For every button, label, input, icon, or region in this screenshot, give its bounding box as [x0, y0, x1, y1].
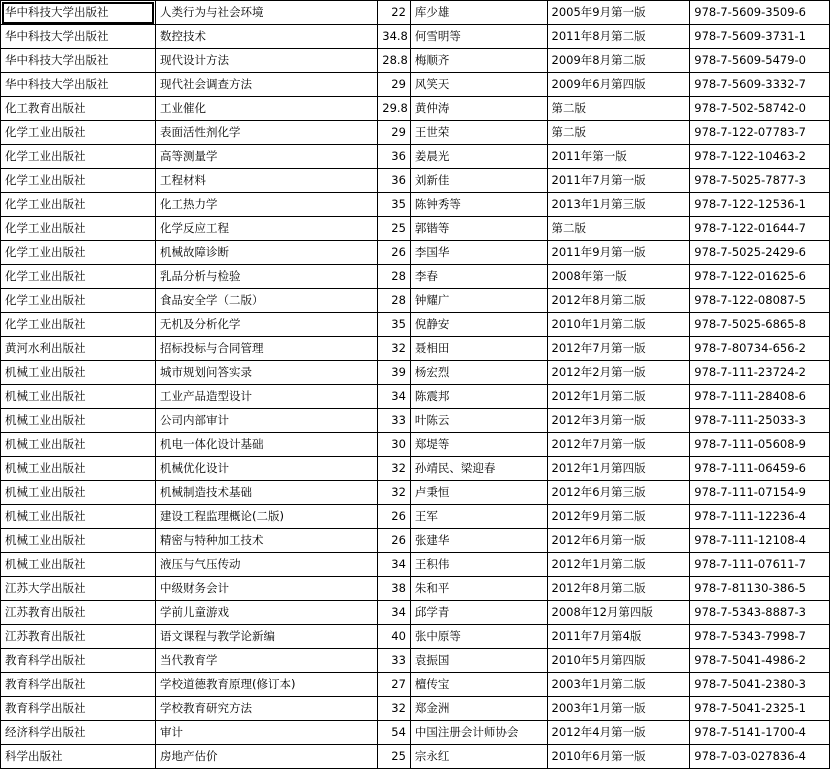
price-cell[interactable]: 33 — [378, 409, 411, 433]
table-row — [1, 721, 830, 745]
table-row — [1, 529, 830, 553]
price-cell[interactable]: 35 — [378, 193, 411, 217]
price-cell[interactable]: 25 — [378, 745, 411, 769]
publisher-cell[interactable]: 华中科技大学出版社 — [1, 73, 156, 97]
isbn-cell[interactable]: 978-7-111-12236-4 — [690, 505, 830, 529]
publisher-cell[interactable]: 机械工业出版社 — [1, 481, 156, 505]
edition-cell[interactable]: 2012年6月第一版 — [547, 529, 690, 553]
table-row — [1, 73, 830, 97]
edition-cell[interactable]: 第二版 — [547, 217, 690, 241]
price-cell[interactable]: 32 — [378, 457, 411, 481]
title-cell[interactable]: 语文课程与教学论新编 — [155, 625, 377, 649]
author-cell[interactable]: 杨宏烈 — [410, 361, 547, 385]
table-row — [1, 601, 830, 625]
table-row — [1, 25, 830, 49]
table-row — [1, 361, 830, 385]
isbn-cell[interactable]: 978-7-5025-6865-8 — [690, 313, 830, 337]
price-cell[interactable]: 29 — [378, 121, 411, 145]
isbn-cell[interactable]: 978-7-5041-2325-1 — [690, 697, 830, 721]
isbn-cell[interactable]: 978-7-122-10463-2 — [690, 145, 830, 169]
price-cell[interactable]: 36 — [378, 145, 411, 169]
table-row — [1, 409, 830, 433]
title-cell[interactable]: 精密与特种加工技术 — [155, 529, 377, 553]
publisher-cell[interactable]: 华中科技大学出版社 — [1, 1, 156, 25]
publisher-cell[interactable]: 华中科技大学出版社 — [1, 25, 156, 49]
publisher-cell[interactable]: 机械工业出版社 — [1, 529, 156, 553]
edition-cell[interactable]: 2008年12月第四版 — [547, 601, 690, 625]
isbn-cell[interactable]: 978-7-5025-7877-3 — [690, 169, 830, 193]
edition-cell[interactable]: 2012年2月第一版 — [547, 361, 690, 385]
table-row — [1, 553, 830, 577]
edition-cell[interactable]: 2012年1月第四版 — [547, 457, 690, 481]
edition-cell[interactable]: 2009年8月第二版 — [547, 49, 690, 73]
author-cell[interactable]: 张建华 — [410, 529, 547, 553]
price-cell[interactable]: 34 — [378, 385, 411, 409]
isbn-cell[interactable]: 978-7-111-25033-3 — [690, 409, 830, 433]
price-cell[interactable]: 35 — [378, 313, 411, 337]
edition-cell[interactable]: 2012年1月第二版 — [547, 553, 690, 577]
edition-cell[interactable]: 2010年1月第二版 — [547, 313, 690, 337]
edition-cell[interactable]: 2011年7月第一版 — [547, 169, 690, 193]
edition-cell[interactable]: 2005年9月第一版 — [547, 1, 690, 25]
publisher-cell[interactable]: 机械工业出版社 — [1, 409, 156, 433]
title-cell[interactable]: 当代教育学 — [155, 649, 377, 673]
author-cell[interactable]: 郑堤等 — [410, 433, 547, 457]
author-cell[interactable]: 檀传宝 — [410, 673, 547, 697]
table-row — [1, 337, 830, 361]
isbn-cell[interactable]: 978-7-5609-3509-6 — [690, 1, 830, 25]
price-cell[interactable]: 28.8 — [378, 49, 411, 73]
price-cell[interactable]: 38 — [378, 577, 411, 601]
edition-cell[interactable]: 2012年7月第一版 — [547, 433, 690, 457]
title-cell[interactable]: 学校道德教育原理(修订本) — [155, 673, 377, 697]
author-cell[interactable]: 聂相田 — [410, 337, 547, 361]
publisher-cell[interactable]: 化学工业出版社 — [1, 169, 156, 193]
author-cell[interactable]: 王军 — [410, 505, 547, 529]
isbn-cell[interactable]: 978-7-111-07611-7 — [690, 553, 830, 577]
edition-cell[interactable]: 2012年1月第二版 — [547, 385, 690, 409]
edition-cell[interactable]: 第二版 — [547, 97, 690, 121]
publisher-cell[interactable]: 化学工业出版社 — [1, 217, 156, 241]
author-cell[interactable]: 宗永红 — [410, 745, 547, 769]
publisher-cell[interactable]: 机械工业出版社 — [1, 505, 156, 529]
table-row — [1, 673, 830, 697]
table-body — [1, 1, 830, 769]
table-row — [1, 1, 830, 25]
title-cell[interactable]: 中级财务会计 — [155, 577, 377, 601]
isbn-cell[interactable]: 978-7-5041-2380-3 — [690, 673, 830, 697]
title-cell[interactable]: 乳品分析与检验 — [155, 265, 377, 289]
publisher-cell[interactable]: 江苏大学出版社 — [1, 577, 156, 601]
title-cell[interactable]: 房地产估价 — [155, 745, 377, 769]
table-row — [1, 193, 830, 217]
publisher-cell[interactable]: 黄河水利出版社 — [1, 337, 156, 361]
author-cell[interactable]: 袁振国 — [410, 649, 547, 673]
table-row — [1, 289, 830, 313]
edition-cell[interactable]: 2012年8月第二版 — [547, 289, 690, 313]
isbn-cell[interactable]: 978-7-502-58742-0 — [690, 97, 830, 121]
price-cell[interactable]: 34 — [378, 553, 411, 577]
price-cell[interactable]: 30 — [378, 433, 411, 457]
edition-cell[interactable]: 2008年第一版 — [547, 265, 690, 289]
table-row — [1, 505, 830, 529]
author-cell[interactable]: 卢秉恒 — [410, 481, 547, 505]
title-cell[interactable]: 学校教育研究方法 — [155, 697, 377, 721]
price-cell[interactable]: 54 — [378, 721, 411, 745]
title-cell[interactable]: 现代社会调查方法 — [155, 73, 377, 97]
price-cell[interactable]: 28 — [378, 289, 411, 313]
title-cell[interactable]: 公司内部审计 — [155, 409, 377, 433]
isbn-cell[interactable]: 978-7-111-05608-9 — [690, 433, 830, 457]
edition-cell[interactable]: 2003年1月第一版 — [547, 697, 690, 721]
edition-cell[interactable]: 2013年1月第三版 — [547, 193, 690, 217]
price-cell[interactable]: 32 — [378, 481, 411, 505]
isbn-cell[interactable]: 978-7-5609-3731-1 — [690, 25, 830, 49]
publisher-cell[interactable]: 化学工业出版社 — [1, 145, 156, 169]
price-cell[interactable]: 33 — [378, 649, 411, 673]
title-cell[interactable]: 高等测量学 — [155, 145, 377, 169]
author-cell[interactable]: 中国注册会计师协会 — [410, 721, 547, 745]
edition-cell[interactable]: 2011年8月第二版 — [547, 25, 690, 49]
title-cell[interactable]: 机械优化设计 — [155, 457, 377, 481]
isbn-cell[interactable]: 978-7-111-07154-9 — [690, 481, 830, 505]
author-cell[interactable]: 钟耀广 — [410, 289, 547, 313]
isbn-cell[interactable]: 978-7-122-12536-1 — [690, 193, 830, 217]
author-cell[interactable]: 张中原等 — [410, 625, 547, 649]
publisher-cell[interactable]: 机械工业出版社 — [1, 385, 156, 409]
author-cell[interactable]: 梅顺齐 — [410, 49, 547, 73]
publisher-cell[interactable]: 江苏教育出版社 — [1, 601, 156, 625]
publisher-cell[interactable]: 化学工业出版社 — [1, 193, 156, 217]
title-cell[interactable]: 现代设计方法 — [155, 49, 377, 73]
title-cell[interactable]: 人类行为与社会环境 — [155, 1, 377, 25]
edition-cell[interactable]: 2003年1月第二版 — [547, 673, 690, 697]
author-cell[interactable]: 王积伟 — [410, 553, 547, 577]
edition-cell[interactable]: 2012年3月第一版 — [547, 409, 690, 433]
title-cell[interactable]: 审计 — [155, 721, 377, 745]
title-cell[interactable]: 数控技术 — [155, 25, 377, 49]
publisher-cell[interactable]: 华中科技大学出版社 — [1, 49, 156, 73]
price-cell[interactable]: 22 — [378, 1, 411, 25]
table-row — [1, 313, 830, 337]
edition-cell[interactable]: 2010年6月第一版 — [547, 745, 690, 769]
author-cell[interactable]: 邱学青 — [410, 601, 547, 625]
publisher-cell[interactable]: 机械工业出版社 — [1, 433, 156, 457]
price-cell[interactable]: 29.8 — [378, 97, 411, 121]
table-row — [1, 577, 830, 601]
author-cell[interactable]: 库少雄 — [410, 1, 547, 25]
title-cell[interactable]: 化工热力学 — [155, 193, 377, 217]
author-cell[interactable]: 李春 — [410, 265, 547, 289]
table-row — [1, 697, 830, 721]
publisher-cell[interactable]: 化学工业出版社 — [1, 265, 156, 289]
author-cell[interactable]: 风笑天 — [410, 73, 547, 97]
edition-cell[interactable]: 2011年9月第一版 — [547, 241, 690, 265]
price-cell[interactable]: 34 — [378, 601, 411, 625]
isbn-cell[interactable]: 978-7-5025-2429-6 — [690, 241, 830, 265]
isbn-cell[interactable]: 978-7-111-28408-6 — [690, 385, 830, 409]
table-row — [1, 433, 830, 457]
isbn-cell[interactable]: 978-7-122-01644-7 — [690, 217, 830, 241]
title-cell[interactable]: 工业产品造型设计 — [155, 385, 377, 409]
table-row — [1, 145, 830, 169]
publisher-cell[interactable]: 化学工业出版社 — [1, 121, 156, 145]
price-cell[interactable]: 40 — [378, 625, 411, 649]
price-cell[interactable]: 27 — [378, 673, 411, 697]
isbn-cell[interactable]: 978-7-5041-4986-2 — [690, 649, 830, 673]
table-row — [1, 745, 830, 769]
isbn-cell[interactable]: 978-7-111-23724-2 — [690, 361, 830, 385]
edition-cell[interactable]: 2010年5月第四版 — [547, 649, 690, 673]
price-cell[interactable]: 32 — [378, 697, 411, 721]
isbn-cell[interactable]: 978-7-5343-7998-7 — [690, 625, 830, 649]
isbn-cell[interactable]: 978-7-80734-656-2 — [690, 337, 830, 361]
edition-cell[interactable]: 第二版 — [547, 121, 690, 145]
table-row — [1, 217, 830, 241]
isbn-cell[interactable]: 978-7-122-01625-6 — [690, 265, 830, 289]
table-row — [1, 625, 830, 649]
title-cell[interactable]: 机械制造技术基础 — [155, 481, 377, 505]
price-cell[interactable]: 34.8 — [378, 25, 411, 49]
title-cell[interactable]: 城市规划问答实录 — [155, 361, 377, 385]
title-cell[interactable]: 工业催化 — [155, 97, 377, 121]
title-cell[interactable]: 学前儿童游戏 — [155, 601, 377, 625]
publisher-cell[interactable]: 教育科学出版社 — [1, 673, 156, 697]
table-row — [1, 265, 830, 289]
price-cell[interactable]: 26 — [378, 529, 411, 553]
isbn-cell[interactable]: 978-7-03-027836-4 — [690, 745, 830, 769]
isbn-cell[interactable]: 978-7-122-08087-5 — [690, 289, 830, 313]
title-cell[interactable]: 机电一体化设计基础 — [155, 433, 377, 457]
author-cell[interactable]: 叶陈云 — [410, 409, 547, 433]
table-row — [1, 121, 830, 145]
table-row — [1, 649, 830, 673]
publisher-cell[interactable]: 经济科学出版社 — [1, 721, 156, 745]
author-cell[interactable]: 倪静安 — [410, 313, 547, 337]
edition-cell[interactable]: 2012年8月第二版 — [547, 577, 690, 601]
title-cell[interactable]: 工程材料 — [155, 169, 377, 193]
title-cell[interactable]: 招标投标与合同管理 — [155, 337, 377, 361]
price-cell[interactable]: 36 — [378, 169, 411, 193]
author-cell[interactable]: 何雪明等 — [410, 25, 547, 49]
publisher-cell[interactable]: 机械工业出版社 — [1, 553, 156, 577]
price-cell[interactable]: 28 — [378, 265, 411, 289]
author-cell[interactable]: 王世荣 — [410, 121, 547, 145]
isbn-cell[interactable]: 978-7-5343-8887-3 — [690, 601, 830, 625]
title-cell[interactable]: 表面活性剂化学 — [155, 121, 377, 145]
table-row — [1, 481, 830, 505]
title-cell[interactable]: 化学反应工程 — [155, 217, 377, 241]
edition-cell[interactable]: 2012年9月第二版 — [547, 505, 690, 529]
author-cell[interactable]: 郑金洲 — [410, 697, 547, 721]
author-cell[interactable]: 郭锴等 — [410, 217, 547, 241]
edition-cell[interactable]: 2009年6月第四版 — [547, 73, 690, 97]
isbn-cell[interactable]: 978-7-5609-3332-7 — [690, 73, 830, 97]
edition-cell[interactable]: 2011年第一版 — [547, 145, 690, 169]
isbn-cell[interactable]: 978-7-111-06459-6 — [690, 457, 830, 481]
price-cell[interactable]: 25 — [378, 217, 411, 241]
author-cell[interactable]: 姜晨光 — [410, 145, 547, 169]
publisher-cell[interactable]: 教育科学出版社 — [1, 649, 156, 673]
author-cell[interactable]: 朱和平 — [410, 577, 547, 601]
author-cell[interactable]: 陈钟秀等 — [410, 193, 547, 217]
title-cell[interactable]: 建设工程监理概论(二版) — [155, 505, 377, 529]
edition-cell[interactable]: 2012年6月第三版 — [547, 481, 690, 505]
table-row — [1, 241, 830, 265]
author-cell[interactable]: 李国华 — [410, 241, 547, 265]
title-cell[interactable]: 机械故障诊断 — [155, 241, 377, 265]
publisher-cell[interactable]: 科学出版社 — [1, 745, 156, 769]
table-row — [1, 97, 830, 121]
table-row — [1, 457, 830, 481]
table-row — [1, 169, 830, 193]
publisher-cell[interactable]: 化工教育出版社 — [1, 97, 156, 121]
publisher-cell[interactable]: 化学工业出版社 — [1, 289, 156, 313]
publisher-cell[interactable]: 教育科学出版社 — [1, 697, 156, 721]
author-cell[interactable]: 陈震邦 — [410, 385, 547, 409]
publisher-cell[interactable]: 机械工业出版社 — [1, 361, 156, 385]
author-cell[interactable]: 刘新佳 — [410, 169, 547, 193]
price-cell[interactable]: 32 — [378, 337, 411, 361]
title-cell[interactable]: 无机及分析化学 — [155, 313, 377, 337]
price-cell[interactable]: 39 — [378, 361, 411, 385]
title-cell[interactable]: 食品安全学（二版） — [155, 289, 377, 313]
edition-cell[interactable]: 2011年7月第4版 — [547, 625, 690, 649]
isbn-cell[interactable]: 978-7-111-12108-4 — [690, 529, 830, 553]
publisher-cell[interactable]: 江苏教育出版社 — [1, 625, 156, 649]
table-row — [1, 385, 830, 409]
edition-cell[interactable]: 2012年7月第一版 — [547, 337, 690, 361]
price-cell[interactable]: 29 — [378, 73, 411, 97]
isbn-cell[interactable]: 978-7-5609-5479-0 — [690, 49, 830, 73]
author-cell[interactable]: 黄仲涛 — [410, 97, 547, 121]
publisher-cell[interactable]: 化学工业出版社 — [1, 313, 156, 337]
isbn-cell[interactable]: 978-7-5141-1700-4 — [690, 721, 830, 745]
edition-cell[interactable]: 2012年4月第一版 — [547, 721, 690, 745]
publisher-cell[interactable]: 机械工业出版社 — [1, 457, 156, 481]
publisher-cell[interactable]: 化学工业出版社 — [1, 241, 156, 265]
table-row — [1, 49, 830, 73]
price-cell[interactable]: 26 — [378, 241, 411, 265]
author-cell[interactable]: 孙靖民、梁迎春 — [410, 457, 547, 481]
price-cell[interactable]: 26 — [378, 505, 411, 529]
isbn-cell[interactable]: 978-7-81130-386-5 — [690, 577, 830, 601]
title-cell[interactable]: 液压与气压传动 — [155, 553, 377, 577]
isbn-cell[interactable]: 978-7-122-07783-7 — [690, 121, 830, 145]
